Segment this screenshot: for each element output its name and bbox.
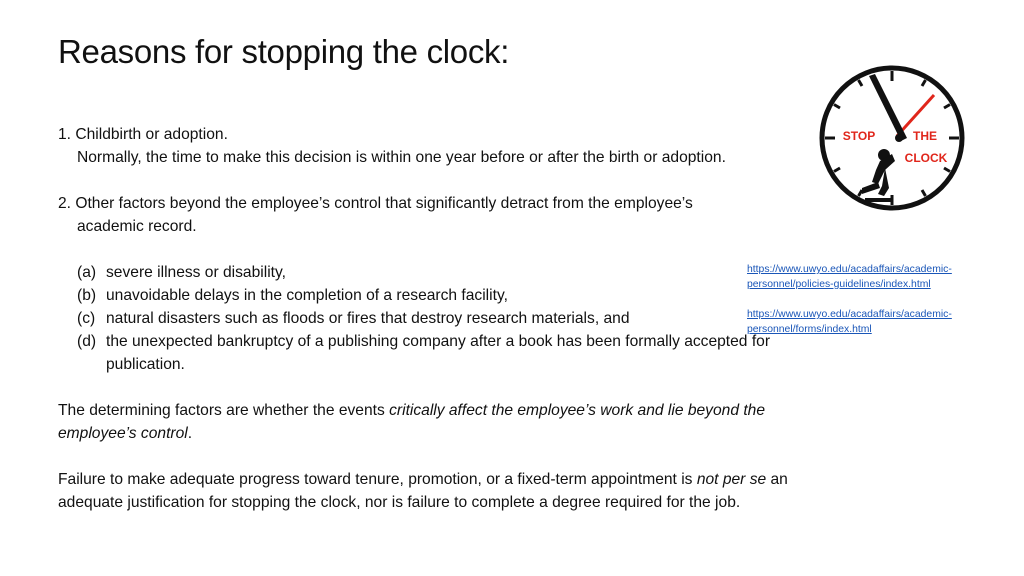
page-title: Reasons for stopping the clock:: [58, 33, 510, 70]
item-2-line-1: 2. Other factors beyond the employee’s control that significantly detract from the employee’s: [58, 195, 693, 212]
reference-links: [747, 262, 1007, 337]
failure-emphasis: not per se: [696, 471, 767, 488]
failure-prefix: Failure to make adequate progress toward tenure, promotion, or a fixed-term appointment is: [58, 471, 697, 488]
item-1-detail: Normally, the time to make this decision is within one year before or after the birth or adoption.: [77, 149, 726, 166]
clock-center: [895, 134, 903, 142]
factors-suffix: .: [187, 425, 193, 442]
forms-link[interactable]: https://www.uwyo.edu/acadaffairs/academic-personnel/forms/index.html: [747, 309, 952, 335]
list-item: [58, 330, 798, 376]
stop-the-clock-image: [812, 58, 972, 218]
the-label: THE: [913, 129, 937, 143]
item-1-heading: 1. Childbirth or adoption.: [58, 126, 228, 143]
item-2-line-2: academic record.: [77, 218, 197, 235]
determining-factors-paragraph: [58, 399, 798, 445]
clock-label: CLOCK: [904, 151, 948, 165]
factors-emphasis: critically affect the employee’s work and lie beyond the employee’s control: [58, 402, 766, 442]
list-item-label: (d): [77, 333, 97, 350]
stop-label: STOP: [842, 129, 876, 143]
list-item-text: severe illness or disability,: [106, 264, 286, 281]
failure-suffix: an adequate justification for stopping the clock, nor is failure to complete a degree required for the job.: [58, 471, 788, 511]
policies-guidelines-link[interactable]: https://www.uwyo.edu/acadaffairs/academic-personnel/policies-guidelines/index.html: [747, 264, 952, 290]
list-item-text: natural disasters such as floods or fires that destroy research materials, and: [106, 310, 630, 327]
factors-prefix: The determining factors are whether the events: [58, 402, 390, 419]
list-item: [58, 261, 798, 284]
list-item: [58, 284, 798, 307]
list-item: [58, 307, 798, 330]
list-item-text: the unexpected bankruptcy of a publishing company after a book has been formally accepted for publication.: [106, 333, 771, 373]
failure-paragraph: [58, 468, 798, 514]
list-item-label: (b): [77, 287, 97, 304]
slide-body: [58, 123, 798, 514]
list-item-label: (c): [77, 310, 96, 327]
list-item-text: unavoidable delays in the completion of a research facility,: [106, 287, 508, 304]
list-item-label: (a): [77, 264, 97, 281]
